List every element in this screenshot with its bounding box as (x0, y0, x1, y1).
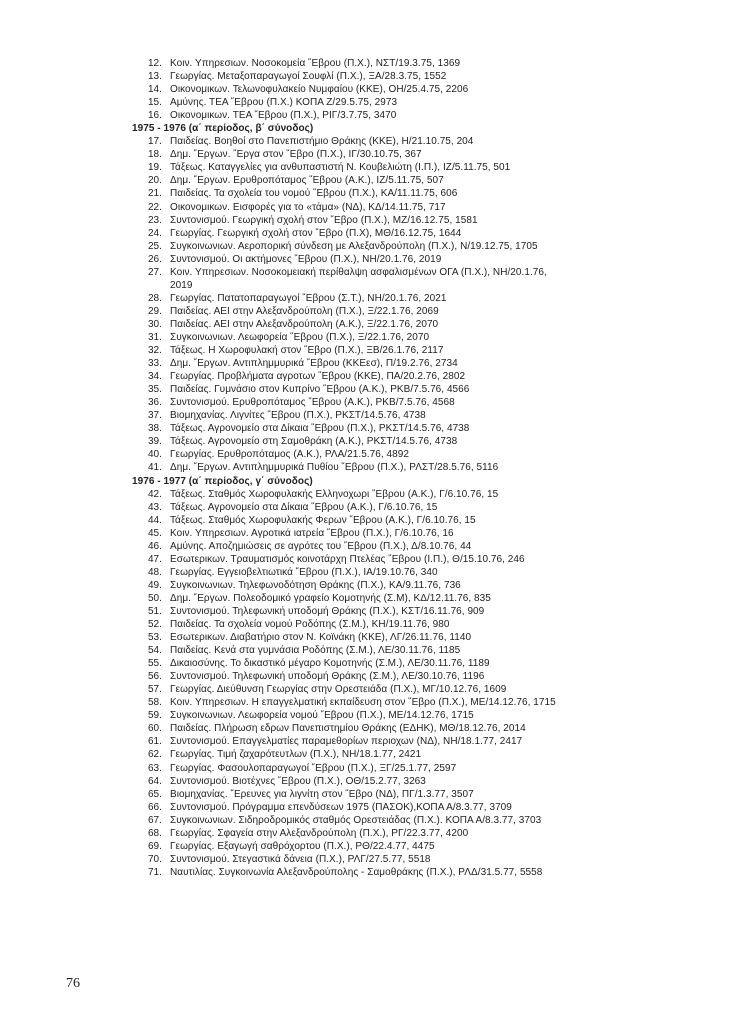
list-item (132, 566, 722, 579)
entry-text: Τάξεως. Σταθμός Χωροφυλακής Ελληνοχωρι ῞Εβρου (Α.Κ.), Γ/6.10.76, 15 (170, 488, 499, 500)
list-item (132, 696, 722, 709)
entry-text: Τάξεως. Η Χωροφυλακή στον ῞Εβρο (Π.Χ.), ΞΒ/26.1.76, 2117 (170, 345, 444, 357)
list-item (132, 631, 722, 644)
list-item (132, 422, 722, 435)
entry-text: Συντονισμού. Ερυθροπόταμος ῞Εβρου (Α.Κ.), ΡΚΒ/7.5.76, 4568 (170, 397, 455, 409)
entry-number: 13. (147, 71, 162, 83)
list-item (132, 187, 722, 200)
entry-text: Παιδείας. Γυμνάσιο στον Κυπρίνο ῞Εβρου (Α.Κ.), ΡΚΒ/7.5.76, 4566 (170, 384, 470, 396)
entry-number: 63. (147, 762, 162, 774)
list-item (132, 592, 722, 605)
list-item (132, 292, 722, 305)
list-item (132, 148, 722, 161)
entry-text: Συντονισμού. Οι ακτήμονες ῞Εβρου (Π.Χ.), ΝΗ/20.1.76, 2019 (170, 253, 442, 265)
list-item (132, 657, 722, 670)
entry-text: Γεωργίας. Τιμή ζαχαρότευτλων (Π.Χ.), ΝΗ/18.1.77, 2421 (170, 749, 422, 761)
entry-number: 39. (147, 436, 162, 448)
entry-number: 35. (147, 384, 162, 396)
list-item (132, 683, 722, 696)
list-item (132, 435, 722, 448)
entry-text: Συγκοινωνιων. Τηλεφωνοδότηση Θράκης (Π.Χ.), ΚΑ/9.11.76, 736 (170, 579, 461, 591)
document-body (132, 57, 722, 879)
entry-text: Παιδείας. Βοηθοί στο Πανεπιστήμιο Θράκης (ΚΚΕ), Η/21.10.75, 204 (170, 136, 474, 148)
entry-number: 60. (147, 723, 162, 735)
section-heading: 1976 - 1977 (α΄ περίοδος, γ΄ σύνοδος) (132, 475, 313, 487)
list-item (132, 709, 722, 722)
entry-text: Τάξεως. Αγρονομείο στα Δίκαια ῞Εβρου (Α.Κ.), Γ/6.10.76, 15 (170, 501, 438, 513)
entry-number: 20. (147, 175, 162, 187)
entry-text: Τάξεως. Σταθμός Χωροφυλακής Φερων ῞Εβρου (Α.Κ.), Γ/6.10.76, 15 (170, 514, 476, 526)
entry-number: 32. (147, 345, 162, 357)
entry-text: Συντονισμού. Τηλεφωνική υποδομή Θράκης (Π.Χ.), ΚΣΤ/16.11.76, 909 (170, 605, 485, 617)
entry-text: Οικονομικων. ΤΕΑ ῞Εβρου (Π.Χ.), ΡΙΓ/3.7.75, 3470 (170, 110, 397, 122)
entry-text: Ναυτιλίας. Συγκοινωνία Αλεξανδρούπολης - Σαμοθράκης (Π.Χ.), ΡΛΔ/31.5.77, 5558 (170, 866, 543, 878)
list-item (132, 383, 722, 396)
entry-text: Δημ. ῎Εργων. Αντιπλημμυρικά Πυθίου ῞Εβρου (Π.Χ.), ΡΛΣΤ/28.5.76, 5116 (170, 462, 499, 474)
list-item (132, 201, 722, 214)
list-item (132, 240, 722, 253)
entry-text: Βιομηχανίας. ῎Ερευνες για λιγνίτη στον ῞Εβρο (ΝΔ), ΠΓ/1.3.77, 3507 (170, 788, 474, 800)
entry-number: 46. (147, 540, 162, 552)
entry-text: Συγκοινωνιων. Σιδηροδρομικός σταθμός Ορεστειάδας (Π.Χ.). ΚΟΠΑ Α/8.3.77, 3703 (170, 814, 542, 826)
entry-text: Αμύνης. ΤΕΑ ῞Εβρου (Π.Χ.) ΚΟΠΑ Ζ/29.5.75, 2973 (170, 97, 398, 109)
entry-text: Συντονισμού. Στεγαστικά δάνεια (Π.Χ.), ΡΛΓ/27.5.77, 5518 (170, 853, 431, 865)
list-item (132, 827, 722, 840)
list-item (132, 748, 722, 761)
entry-text: Συντονισμού. Επαγγελματίες παραμεθορίων περιοχων (ΝΔ), ΝΗ/18.1.77, 2417 (170, 736, 523, 748)
entry-number: 31. (147, 331, 162, 343)
list-item (132, 540, 722, 553)
list-item (132, 96, 722, 109)
list-item (132, 788, 722, 801)
list-item (132, 527, 722, 540)
list-item (132, 514, 722, 527)
entry-text: Συγκοινωνιων. Αεροπορική σύνδεση με Αλεξανδρούπολη (Π.Χ.), Ν/19.12.75, 1705 (170, 240, 538, 252)
list-item (132, 214, 722, 227)
entry-text: Δικαιοσύνης. Το δικαστικό μέγαρο Κομοτηνής (Σ.Μ.), ΛΕ/30.11.76, 1189 (170, 658, 490, 670)
entry-text: Γεωργίας. Εξαγωγή σαθρόχορτου (Π.Χ.), ΡΘ/22.4.77, 4475 (170, 840, 435, 852)
entry-text: Γεωργίας. Ερυθροπόταμος (Α.Κ.), ΡΛΑ/21.5.76, 4892 (170, 449, 409, 461)
entry-number: 27. (147, 266, 162, 278)
entry-text: Δημ. ῎Εργων. ῎Εργα στον ῞Εβρο (Π.Χ.), ΙΓ/30.10.75, 367 (170, 149, 422, 161)
entry-number: 70. (147, 853, 162, 865)
entry-number: 67. (147, 814, 162, 826)
entry-number: 23. (147, 214, 162, 226)
entry-number: 38. (147, 423, 162, 435)
entry-number: 52. (147, 619, 162, 631)
entry-text: Παιδείας. ΑΕΙ στην Αλεξανδρούπολη (Α.Κ.), Ξ/22.1.76, 2070 (170, 318, 439, 330)
entry-number: 54. (147, 645, 162, 657)
entry-continuation: 2019 (170, 279, 193, 291)
entry-number: 43. (147, 501, 162, 513)
list-item (132, 357, 722, 370)
list-item (132, 318, 722, 331)
list-item (132, 83, 722, 96)
entry-text: Συντονισμού. Γεωργική σχολή στον ῞Εβρο (Π.Χ.), ΜΖ/16.12.75, 1581 (170, 214, 478, 226)
entry-number: 12. (147, 58, 162, 69)
entry-text: Παιδείας. Τα σχολεία νομού Ροδόπης (Σ.Μ.), ΚΗ/19.11.76, 980 (170, 619, 450, 631)
entry-text: Γεωργίας. Διεύθυνση Γεωργίας στην Ορεστειάδα (Π.Χ.), ΜΓ/10.12.76, 1609 (170, 684, 507, 696)
entry-text: Κοιν. Υπηρεσιων. Αγροτικά ιατρεία ῞Εβρου (Π.Χ.), Γ/6.10.76, 16 (170, 527, 454, 539)
list-item (132, 579, 722, 592)
entry-number: 34. (147, 371, 162, 383)
entry-number: 45. (147, 527, 162, 539)
entry-text: Συντονισμού. Πρόγραμμα επενδύσεων 1975 (ΠΑΣΟΚ),ΚΟΠΑ Α/8.3.77, 3709 (170, 801, 512, 813)
entry-text: Οικονομικων. Τελωνοφυλακείο Νυμφαίου (ΚΚΕ), ΟΗ/25.4.75, 2206 (170, 84, 469, 96)
entry-number: 50. (147, 592, 162, 604)
list-item (132, 853, 722, 866)
entry-number: 64. (147, 775, 162, 787)
list-item (132, 266, 722, 279)
list-item (132, 775, 722, 788)
entry-text: Συντονισμού. Βιοτέχνες ῞Εβρου (Π.Χ.), ΟΘ/15.2.77, 3263 (170, 775, 426, 787)
list-item (132, 840, 722, 853)
section-heading: 1975 - 1976 (α΄ περίοδος, β΄ σύνοδος) (132, 123, 314, 135)
list-item (132, 305, 722, 318)
entry-text: Δημ. ῎Εργων. Πολεοδομικό γραφείο Κομοτηνής (Σ.Μ), ΚΔ/12.11.76, 835 (170, 592, 491, 604)
entry-number: 57. (147, 684, 162, 696)
entry-number: 61. (147, 736, 162, 748)
entry-text: Κοιν. Υπηρεσιων. Η επαγγελματική εκπαίδευση στον ῞Εβρο (Π.Χ.), ΜΕ/14.12.76, 1715 (170, 697, 556, 709)
entry-number: 41. (147, 462, 162, 474)
list-item (132, 605, 722, 618)
entry-text: Οικονομικων. Εισφορές για το «τάμα» (ΝΔ), ΚΔ/14.11.75, 717 (170, 201, 446, 213)
list-item (132, 814, 722, 827)
entry-text: Γεωργίας. Μεταξοπαραγωγοί Σουφλί (Π.Χ.), ΞΑ/28.3.75, 1552 (170, 71, 447, 83)
list-item (132, 553, 722, 566)
entry-text: Γεωργίας. Φασουλοπαραγωγοί ῞Εβρου (Π.Χ.), ΞΓ/25.1.77, 2597 (170, 762, 457, 774)
entry-number: 26. (147, 253, 162, 265)
entry-text: Γεωργίας. Εγγειοβελτιωτικά ῞Εβρου (Π.Χ.), ΙΑ/19.10.76, 340 (170, 566, 438, 578)
entry-number: 19. (147, 162, 162, 174)
entry-text: Παιδείας. Πλήρωση εδρων Πανεπιστημίου Θράκης (ΕΔΗΚ), ΜΘ/18.12.76, 2014 (170, 723, 526, 735)
entry-text: Δημ. ῎Εργων. Αντιπλημμυρικά ῞Εβρου (ΚΚΕεσ), Π/19.2.76, 2734 (170, 358, 458, 370)
entry-text: Τάξεως. Αγρονομείο στη Σαμοθράκη (Α.Κ.), ΡΚΣΤ/14.5.76, 4738 (170, 436, 458, 448)
entry-number: 51. (147, 605, 162, 617)
page-number: 76 (66, 976, 80, 991)
entry-number: 30. (147, 318, 162, 330)
list-item (132, 644, 722, 657)
list-item (132, 331, 722, 344)
entry-text: Γεωργίας. Πατατοπαραγωγοί ῞Εβρου (Σ.Τ.), ΝΗ/20.1.76, 2021 (170, 292, 447, 304)
entry-number: 47. (147, 553, 162, 565)
list-item (132, 161, 722, 174)
entry-number: 28. (147, 292, 162, 304)
entry-text: Γεωργίας. Γεωργική σχολή στον ῞Εβρο (Π.Χ), ΜΘ/16.12.75, 1644 (170, 227, 462, 239)
entry-text: Αμύνης. Αποζημιώσεις σε αγρότες του ῞Εβρου (Π.Χ.), Δ/8.10.76, 44 (170, 540, 472, 552)
entry-text: Κοιν. Υπηρεσιων. Νοσοκομεία ῞Εβρου (Π.Χ.), ΝΣΤ/19.3.75, 1369 (170, 58, 461, 69)
entry-number: 21. (147, 188, 162, 200)
entry-number: 24. (147, 227, 162, 239)
entry-number: 68. (147, 827, 162, 839)
entry-text: Τάξεως. Αγρονομείο στα Δίκαια ῞Εβρου (Π.Χ.), ΡΚΣΤ/14.5.76, 4738 (170, 423, 470, 435)
entry-text: Εσωτερικων. Τραυματισμός κοινοτάρχη Πτελέας ῞Εβρου (Ι.Π.), Θ/15.10.76, 246 (170, 553, 525, 565)
entry-number: 15. (147, 97, 162, 109)
entry-text: Εσωτερικων. Διαβατήριο στον Ν. Κοϊνάκη (ΚΚΕ), ΛΓ/26.11.76, 1140 (170, 632, 472, 644)
entry-text: Συντονισμού. Τηλεφωνική υποδομή Θράκης (Σ.Μ.), ΛΕ/30.10.76, 1196 (170, 671, 485, 683)
list-item (132, 762, 722, 775)
list-item (132, 866, 722, 879)
list-item (132, 135, 722, 148)
list-item (132, 501, 722, 514)
entry-number: 17. (147, 136, 162, 148)
entry-number: 22. (147, 201, 162, 213)
list-item (132, 409, 722, 422)
entry-text: Παιδείας. Τα σχολεία του νομού ῞Εβρου (Π.Χ.), ΚΑ/11.11.75, 606 (170, 188, 458, 200)
entry-text: Δημ. ῎Εργων. Ερυθροπόταμος ῞Εβρου (Α.Κ.), ΙΖ/5.11.75, 507 (170, 175, 444, 187)
list-item (132, 488, 722, 501)
list-item (132, 722, 722, 735)
entry-number: 37. (147, 410, 162, 422)
entry-text: Συγκοινωνιων. Λεωφορεία ῞Εβρου (Π.Χ.), Ξ/22.1.76, 2070 (170, 331, 430, 343)
entry-number: 16. (147, 110, 162, 122)
entry-number: 42. (147, 488, 162, 500)
entry-number: 29. (147, 305, 162, 317)
entry-text: Συγκοινωνιων. Λεωφορεία νομού ῞Εβρου (Π.Χ.), ΜΕ/14.12.76, 1715 (170, 710, 474, 722)
entry-number: 33. (147, 358, 162, 370)
entry-number: 44. (147, 514, 162, 526)
list-item (132, 174, 722, 187)
list-item (132, 70, 722, 83)
list-item (132, 227, 722, 240)
entry-number: 53. (147, 632, 162, 644)
entry-number: 55. (147, 658, 162, 670)
entry-text: Βιομηχανίας. Λιγνίτες ῞Εβρου (Π.Χ.), ΡΚΣΤ/14.5.76, 4738 (170, 410, 426, 422)
entry-text: Παιδείας. Κενά στα γυμνάσια Ροδόπης (Σ.Μ.), ΛΕ/30.11.76, 1185 (170, 645, 461, 657)
list-item (132, 735, 722, 748)
list-item (132, 618, 722, 631)
list-item (132, 57, 722, 70)
entry-number: 49. (147, 579, 162, 591)
entry-number: 62. (147, 749, 162, 761)
list-item (132, 670, 722, 683)
entry-number: 36. (147, 397, 162, 409)
entry-number: 48. (147, 566, 162, 578)
entry-number: 66. (147, 801, 162, 813)
list-item (132, 344, 722, 357)
list-item (132, 396, 722, 409)
entry-number: 65. (147, 788, 162, 800)
entry-text: Τάξεως. Καταγγελίες για ανθυπαστιστή Ν. Κουβελιώτη (Ι.Π.), ΙΖ/5.11.75, 501 (170, 162, 511, 174)
list-item (132, 253, 722, 266)
entry-number: 71. (147, 866, 162, 878)
entry-number: 14. (147, 84, 162, 96)
entry-number: 25. (147, 240, 162, 252)
list-item (132, 461, 722, 474)
list-item (132, 448, 722, 461)
entry-number: 40. (147, 449, 162, 461)
entry-number: 56. (147, 671, 162, 683)
entry-text: Γεωργίας. Προβλήματα αγροτων ῞Εβρου (ΚΚΕ), ΠΑ/20.2.76, 2802 (170, 371, 466, 383)
entry-text: Παιδείας. ΑΕΙ στην Αλεξανδρούπολη (Π.Χ.), Ξ/22.1.76, 2069 (170, 305, 439, 317)
entry-number: 59. (147, 710, 162, 722)
entry-text: Κοιν. Υπηρεσιων. Νοσοκομειακή περίθαλψη ασφαλισμένων ΟΓΑ (Π.Χ.), ΝΗ/20.1.76, (170, 266, 547, 278)
list-item (132, 370, 722, 383)
entry-number: 18. (147, 149, 162, 161)
entry-number: 58. (147, 697, 162, 709)
entry-number: 69. (147, 840, 162, 852)
list-item (132, 109, 722, 122)
list-item (132, 801, 722, 814)
entry-text: Γεωργίας. Σφαγεία στην Αλεξανδρούπολη (Π.Χ.), ΡΓ/22.3.77, 4200 (170, 827, 469, 839)
